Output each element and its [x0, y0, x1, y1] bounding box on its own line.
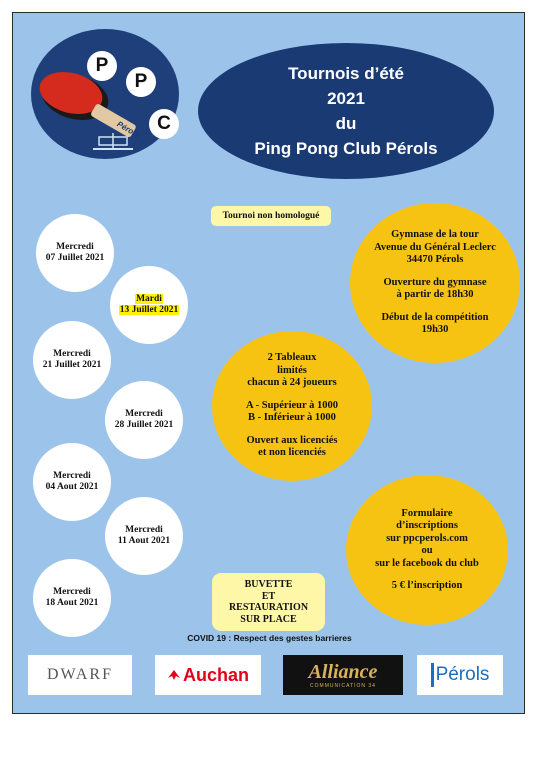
tables-info	[212, 331, 372, 481]
registration-form: Formulaire	[401, 507, 453, 519]
title-line-3: du	[335, 114, 357, 133]
date-circle-highlighted	[110, 266, 188, 344]
non-homologated-note: Tournoi non homologué	[211, 206, 331, 226]
open-to-licensed: Ouvert aux licenciés	[246, 434, 338, 446]
logo-letter-c: C	[149, 109, 179, 139]
start-label: Début de la compétition	[381, 311, 489, 323]
covid-notice: COVID 19 : Respect des gestes barrieres	[187, 633, 352, 643]
venue-street: Avenue du Général Leclerc	[374, 241, 496, 253]
venue-info	[350, 203, 520, 363]
sponsor-perols-logo	[417, 655, 503, 695]
registration-fee: 5 € l’inscription	[391, 580, 463, 591]
date-value: 13 Juillet 2021	[119, 305, 179, 315]
club-logo	[31, 29, 179, 159]
tables-players: chacun à 24 joueurs	[247, 377, 337, 389]
alliance-subtext: COMMUNICATION 34	[310, 683, 376, 689]
tables-count: 2 Tableaux	[267, 352, 317, 364]
date-day: Mercredi	[125, 409, 163, 419]
poster	[12, 12, 525, 714]
date-circle	[105, 497, 183, 575]
date-day: Mardi	[136, 294, 162, 304]
buvette-line-2: ET	[261, 590, 276, 602]
title-line-4: Ping Pong Club Pérols	[254, 139, 438, 158]
dwarf-text: DWARF	[46, 666, 113, 683]
date-day: Mercredi	[56, 242, 94, 252]
title-banner	[198, 43, 494, 179]
venue-name: Gymnase de la tour	[391, 229, 479, 241]
logo-letter-p1: P	[87, 51, 117, 81]
date-day: Mercredi	[53, 349, 91, 359]
open-to-unlicensed: et non licenciés	[258, 447, 326, 459]
paddle-label: Pérols	[115, 119, 142, 140]
buvette-line-3: RESTAURATION	[228, 602, 309, 613]
alliance-text: Alliance	[308, 661, 378, 683]
start-time: 19h30	[421, 324, 449, 336]
sponsor-alliance-logo	[283, 655, 403, 695]
registration-info	[346, 475, 508, 625]
venue-city: 34470 Pérols	[406, 254, 464, 266]
date-circle	[33, 321, 111, 399]
title-line-1: Tournois d’été	[288, 64, 404, 83]
auchan-bird-icon	[167, 668, 181, 682]
buvette-line-1: BUVETTE	[244, 579, 293, 590]
registration-facebook: sur le facebook du club	[375, 557, 479, 569]
date-circle	[105, 381, 183, 459]
opening-label: Ouverture du gymnase	[383, 276, 487, 288]
date-circle	[33, 443, 111, 521]
registration-website: sur ppcperols.com	[386, 532, 468, 544]
date-day: Mercredi	[53, 471, 91, 481]
date-circle	[33, 559, 111, 637]
sponsor-auchan-logo	[155, 655, 261, 695]
date-value: 04 Aout 2021	[45, 482, 99, 492]
sponsor-dwarf-logo	[28, 655, 132, 695]
table-b: B - Inférieur à 1000	[248, 412, 336, 424]
date-value: 21 Juillet 2021	[42, 360, 102, 370]
date-circle	[36, 214, 114, 292]
buvette-box	[212, 573, 325, 631]
logo-letter-p2: P	[126, 67, 156, 97]
tables-limited: limités	[277, 364, 307, 376]
date-day: Mercredi	[125, 525, 163, 535]
date-value: 18 Aout 2021	[45, 598, 99, 608]
perols-text: Pérols	[435, 664, 490, 685]
registration-label: d’inscriptions	[396, 520, 458, 531]
table-a: A - Supérieur à 1000	[246, 399, 338, 411]
registration-or: ou	[421, 545, 433, 556]
opening-time: à partir de 18h30	[396, 289, 474, 301]
auchan-text: Auchan	[182, 664, 249, 685]
date-day: Mercredi	[53, 587, 91, 597]
date-value: 28 Juillet 2021	[114, 420, 174, 430]
perols-bar-icon	[431, 663, 434, 687]
date-value: 11 Aout 2021	[117, 536, 171, 546]
paddle-icon	[31, 29, 179, 159]
title-line-2: 2021	[327, 89, 365, 108]
buvette-line-4: SUR PLACE	[240, 613, 297, 625]
date-value: 07 Juillet 2021	[45, 253, 105, 263]
